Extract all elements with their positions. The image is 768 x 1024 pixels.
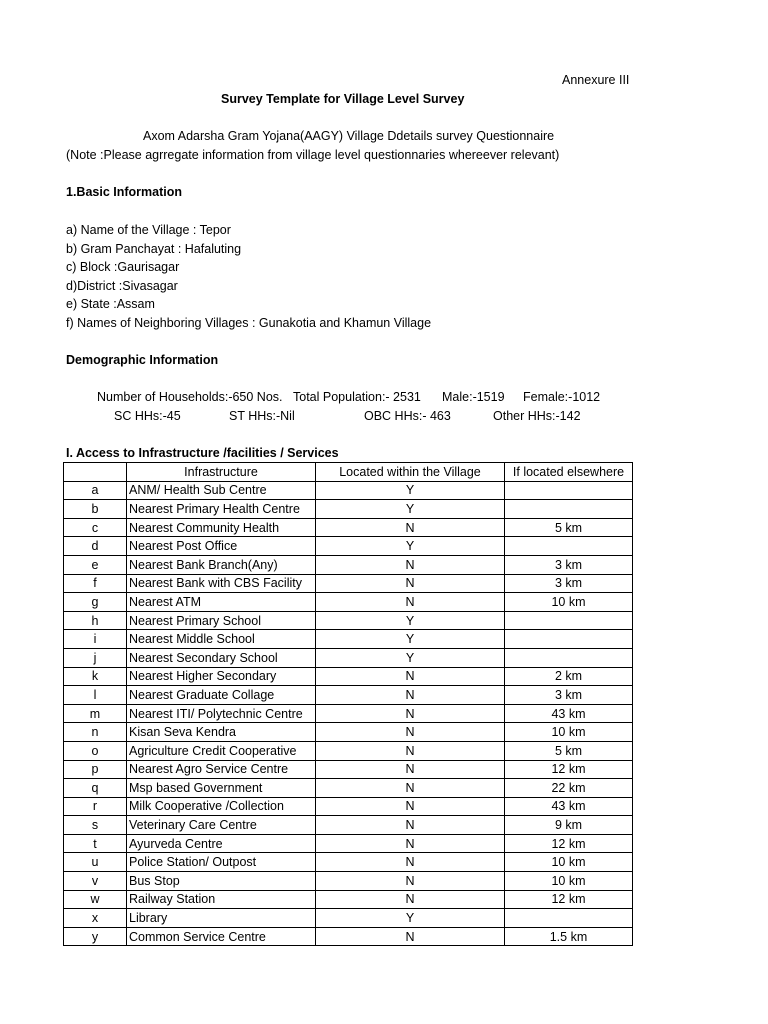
elsewhere-distance-cell [505, 648, 633, 667]
table-row [64, 779, 633, 798]
within-village-cell: Y [316, 648, 505, 667]
row-index-cell: u [64, 853, 127, 872]
table-row [64, 872, 633, 891]
row-index-cell: v [64, 872, 127, 891]
within-village-cell: N [316, 927, 505, 946]
infrastructure-table-body [64, 463, 633, 946]
row-index-cell: i [64, 630, 127, 649]
within-village-cell: N [316, 741, 505, 760]
row-index-cell: k [64, 667, 127, 686]
infrastructure-name-cell: Nearest Primary School [127, 611, 316, 630]
table-row [64, 611, 633, 630]
table-row [64, 834, 633, 853]
basic-information-list [66, 221, 431, 333]
row-index-cell: o [64, 741, 127, 760]
infrastructure-heading: I. Access to Infrastructure /facilities / Services [66, 446, 339, 460]
elsewhere-distance-cell: 12 km [505, 760, 633, 779]
infrastructure-name-cell: ANM/ Health Sub Centre [127, 481, 316, 500]
table-row [64, 704, 633, 723]
infrastructure-name-cell: Nearest ATM [127, 593, 316, 612]
demographic-information-heading: Demographic Information [66, 353, 219, 367]
header-cell-within-village: Located within the Village [316, 463, 505, 482]
row-index-cell: p [64, 760, 127, 779]
row-index-cell: m [64, 704, 127, 723]
elsewhere-distance-cell: 3 km [505, 574, 633, 593]
document-title: Survey Template for Village Level Survey [221, 92, 465, 106]
neighboring-villages-item: f) Names of Neighboring Villages : Gunakotia and Khamun Village [66, 315, 432, 330]
annexure-label: Annexure III [562, 73, 630, 87]
within-village-cell: N [316, 797, 505, 816]
obc-households: OBC HHs:- 463 [364, 409, 451, 423]
within-village-cell: N [316, 816, 505, 835]
infrastructure-name-cell: Nearest Community Health [127, 518, 316, 537]
within-village-cell: N [316, 760, 505, 779]
block-item: c) Block :Gaurisagar [66, 260, 180, 275]
table-row [64, 500, 633, 519]
infrastructure-name-cell: Nearest Post Office [127, 537, 316, 556]
within-village-cell: Y [316, 537, 505, 556]
table-row [64, 630, 633, 649]
elsewhere-distance-cell: 43 km [505, 704, 633, 723]
row-index-cell: x [64, 909, 127, 928]
elsewhere-distance-cell [505, 611, 633, 630]
table-row [64, 481, 633, 500]
table-row [64, 909, 633, 928]
within-village-cell: N [316, 872, 505, 891]
elsewhere-distance-cell: 10 km [505, 723, 633, 742]
elsewhere-distance-cell: 5 km [505, 741, 633, 760]
infrastructure-name-cell: Nearest Primary Health Centre [127, 500, 316, 519]
row-index-cell: q [64, 779, 127, 798]
infrastructure-table [63, 462, 633, 946]
table-row [64, 816, 633, 835]
infrastructure-name-cell: Railway Station [127, 890, 316, 909]
elsewhere-distance-cell: 12 km [505, 890, 633, 909]
document-subtitle: Axom Adarsha Gram Yojana(AAGY) Village Ddetails survey Questionnaire [143, 129, 555, 143]
within-village-cell: N [316, 779, 505, 798]
header-cell-infrastructure: Infrastructure [127, 463, 316, 482]
infrastructure-name-cell: Nearest Secondary School [127, 648, 316, 667]
elsewhere-distance-cell: 22 km [505, 779, 633, 798]
header-cell-index [64, 463, 127, 482]
within-village-cell: N [316, 574, 505, 593]
table-row [64, 723, 633, 742]
infrastructure-name-cell: Milk Cooperative /Collection [127, 797, 316, 816]
row-index-cell: l [64, 686, 127, 705]
within-village-cell: N [316, 667, 505, 686]
infrastructure-name-cell: Nearest Graduate Collage [127, 686, 316, 705]
within-village-cell: N [316, 593, 505, 612]
elsewhere-distance-cell: 1.5 km [505, 927, 633, 946]
row-index-cell: f [64, 574, 127, 593]
note-text: (Note :Please agrregate information from village level questionnaries whereever relevant) [66, 148, 560, 162]
male-count: Male:-1519 [442, 390, 505, 404]
basic-information-heading: 1.Basic Information [66, 185, 182, 199]
row-index-cell: j [64, 648, 127, 667]
infrastructure-name-cell: Kisan Seva Kendra [127, 723, 316, 742]
elsewhere-distance-cell [505, 909, 633, 928]
within-village-cell: N [316, 853, 505, 872]
total-population: Total Population:- 2531 [293, 390, 421, 404]
table-row [64, 797, 633, 816]
infrastructure-name-cell: Police Station/ Outpost [127, 853, 316, 872]
elsewhere-distance-cell: 10 km [505, 853, 633, 872]
header-cell-elsewhere: If located elsewhere [505, 463, 633, 482]
infrastructure-name-cell: Common Service Centre [127, 927, 316, 946]
elsewhere-distance-cell: 43 km [505, 797, 633, 816]
elsewhere-distance-cell: 3 km [505, 686, 633, 705]
elsewhere-distance-cell [505, 537, 633, 556]
elsewhere-distance-cell: 5 km [505, 518, 633, 537]
row-index-cell: s [64, 816, 127, 835]
within-village-cell: Y [316, 909, 505, 928]
elsewhere-distance-cell [505, 630, 633, 649]
row-index-cell: a [64, 481, 127, 500]
infrastructure-name-cell: Nearest Higher Secondary [127, 667, 316, 686]
row-index-cell: t [64, 834, 127, 853]
row-index-cell: h [64, 611, 127, 630]
infrastructure-name-cell: Library [127, 909, 316, 928]
row-index-cell: n [64, 723, 127, 742]
elsewhere-distance-cell: 10 km [505, 872, 633, 891]
elsewhere-distance-cell: 3 km [505, 555, 633, 574]
infrastructure-name-cell: Nearest ITI/ Polytechnic Centre [127, 704, 316, 723]
infrastructure-name-cell: Nearest Bank Branch(Any) [127, 555, 316, 574]
infrastructure-name-cell: Nearest Middle School [127, 630, 316, 649]
within-village-cell: Y [316, 481, 505, 500]
elsewhere-distance-cell: 12 km [505, 834, 633, 853]
st-households: ST HHs:-Nil [229, 409, 295, 423]
table-row [64, 760, 633, 779]
within-village-cell: N [316, 890, 505, 909]
table-row [64, 518, 633, 537]
table-row [64, 667, 633, 686]
infrastructure-name-cell: Nearest Bank with CBS Facility [127, 574, 316, 593]
state-item: e) State :Assam [66, 297, 155, 312]
infrastructure-name-cell: Agriculture Credit Cooperative [127, 741, 316, 760]
gram-panchayat-item: b) Gram Panchayat : Hafaluting [66, 241, 242, 256]
within-village-cell: N [316, 723, 505, 742]
sc-households: SC HHs:-45 [114, 409, 181, 423]
elsewhere-distance-cell: 10 km [505, 593, 633, 612]
table-row [64, 648, 633, 667]
infrastructure-name-cell: Nearest Agro Service Centre [127, 760, 316, 779]
households-count: Number of Households:-650 Nos. [97, 390, 283, 404]
within-village-cell: N [316, 518, 505, 537]
within-village-cell: N [316, 704, 505, 723]
elsewhere-distance-cell [505, 500, 633, 519]
table-row [64, 686, 633, 705]
district-item: d)District :Sivasagar [66, 278, 178, 293]
infrastructure-name-cell: Bus Stop [127, 872, 316, 891]
table-row [64, 890, 633, 909]
female-count: Female:-1012 [523, 390, 601, 404]
table-row [64, 593, 633, 612]
elsewhere-distance-cell: 2 km [505, 667, 633, 686]
table-row [64, 853, 633, 872]
table-row [64, 537, 633, 556]
row-index-cell: r [64, 797, 127, 816]
within-village-cell: Y [316, 611, 505, 630]
row-index-cell: b [64, 500, 127, 519]
table-row [64, 741, 633, 760]
infrastructure-name-cell: Ayurveda Centre [127, 834, 316, 853]
table-row [64, 555, 633, 574]
row-index-cell: d [64, 537, 127, 556]
infrastructure-name-cell: Msp based Government [127, 779, 316, 798]
table-header-row [64, 463, 633, 482]
row-index-cell: y [64, 927, 127, 946]
within-village-cell: N [316, 834, 505, 853]
within-village-cell: Y [316, 630, 505, 649]
elsewhere-distance-cell: 9 km [505, 816, 633, 835]
within-village-cell: N [316, 555, 505, 574]
village-name-item: a) Name of the Village : Tepor [66, 223, 231, 237]
within-village-cell: N [316, 686, 505, 705]
row-index-cell: e [64, 555, 127, 574]
table-row [64, 574, 633, 593]
row-index-cell: w [64, 890, 127, 909]
row-index-cell: g [64, 593, 127, 612]
other-households: Other HHs:-142 [493, 409, 581, 423]
within-village-cell: Y [316, 500, 505, 519]
table-row [64, 927, 633, 946]
infrastructure-name-cell: Veterinary Care Centre [127, 816, 316, 835]
row-index-cell: c [64, 518, 127, 537]
elsewhere-distance-cell [505, 481, 633, 500]
